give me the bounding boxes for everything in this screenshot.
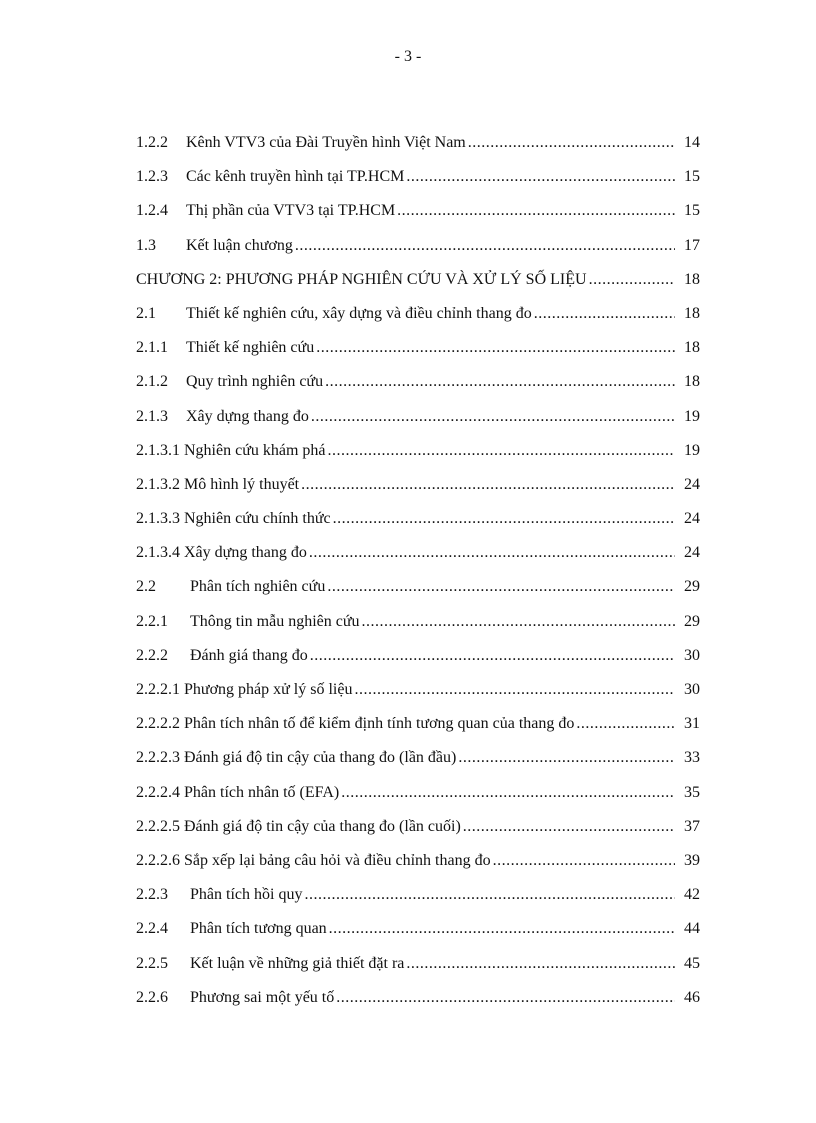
toc-dot-leader [325, 373, 675, 391]
toc-dot-leader [589, 271, 675, 289]
toc-entry [136, 818, 700, 852]
toc-entry-title: Phân tích tương quan [190, 920, 327, 938]
toc-entry [136, 408, 700, 442]
toc-entry-title: Phương pháp xử lý số liệu [184, 681, 353, 698]
toc-entry-page: 19 [684, 407, 700, 425]
toc-entry-page: 30 [684, 681, 700, 698]
toc-entry [136, 989, 700, 1023]
toc-dot-leader [309, 544, 675, 562]
toc-entry [136, 168, 700, 202]
toc-entry-title: Phân tích nhân tố để kiểm định tính tương quan của thang đo [184, 715, 575, 733]
toc-entry-page: 29 [684, 612, 700, 630]
toc-dot-leader [341, 784, 675, 802]
toc-entry-page: 18 [684, 270, 700, 288]
toc-dot-leader [463, 818, 675, 836]
toc-entry-number: 2.2.3 [136, 886, 168, 904]
toc-entry-title: CHƯƠNG 2: PHƯƠNG PHÁP NGHIÊN CỨU VÀ XỬ LÝ SỐ LIỆU [136, 270, 587, 288]
toc-entry-title: Quy trình nghiên cứu [186, 373, 324, 391]
toc-entry [136, 578, 700, 612]
toc-entry-page: 14 [684, 134, 700, 151]
table-of-contents [136, 134, 700, 1023]
toc-entry-title: Thiết kế nghiên cứu [186, 339, 315, 357]
toc-entry-title: Đánh giá thang đo [190, 646, 308, 664]
toc-dot-leader [458, 749, 675, 767]
toc-entry [136, 476, 700, 510]
toc-entry [136, 886, 700, 920]
toc-entry-title: Các kênh truyền hình tại TP.HCM [186, 168, 405, 186]
toc-dot-leader [310, 647, 675, 665]
toc-entry-number: 2.1.3.2 [136, 475, 180, 493]
toc-entry-number: 2.2.2.6 [136, 851, 180, 869]
toc-entry [136, 715, 700, 749]
toc-entry-page: 44 [684, 920, 700, 938]
toc-entry-number: 2.1 [136, 304, 156, 322]
toc-entry-number: 2.2.2.2 [136, 715, 180, 733]
toc-entry-title: Phân tích nghiên cứu [190, 578, 326, 596]
toc-entry-number: 2.2.2.3 [136, 749, 180, 767]
toc-entry [136, 442, 700, 476]
toc-entry [136, 681, 700, 715]
toc-entry-number: 2.2 [136, 578, 156, 596]
toc-entry-number: 1.3 [136, 236, 156, 254]
toc-entry-title: Nghiên cứu khám phá [184, 441, 326, 459]
toc-entry-title: Phân tích nhân tố (EFA) [184, 783, 340, 801]
toc-entry [136, 613, 700, 647]
toc-entry-page: 19 [684, 441, 700, 459]
toc-dot-leader [316, 339, 675, 357]
toc-dot-leader [327, 578, 675, 596]
toc-entry-page: 18 [684, 339, 700, 357]
toc-dot-leader [301, 476, 675, 494]
toc-entry-number: 2.2.5 [136, 954, 168, 972]
toc-entry [136, 237, 700, 271]
toc-entry-page: 18 [684, 373, 700, 391]
toc-entry-page: 33 [684, 749, 700, 767]
toc-entry-page: 30 [684, 646, 700, 664]
toc-entry [136, 955, 700, 989]
toc-dot-leader [295, 237, 675, 255]
toc-entry-number: 2.2.2.1 [136, 681, 180, 698]
toc-entry-page: 37 [684, 817, 700, 835]
toc-dot-leader [329, 920, 675, 938]
toc-entry-number: 2.1.3.3 [136, 510, 180, 528]
toc-entry [136, 305, 700, 339]
toc-entry [136, 920, 700, 954]
toc-entry-page: 24 [684, 475, 700, 493]
toc-entry-title: Thị phần của VTV3 tại TP.HCM [186, 202, 396, 220]
toc-entry [136, 271, 700, 305]
toc-dot-leader [328, 442, 675, 460]
toc-entry [136, 339, 700, 373]
toc-entry-page: 15 [684, 202, 700, 220]
toc-entry-title: Kênh VTV3 của Đài Truyền hình Việt Nam [186, 134, 466, 151]
toc-entry-number: 2.1.2 [136, 373, 168, 391]
toc-entry [136, 373, 700, 407]
toc-entry-title: Xây dựng thang đo [184, 544, 307, 562]
toc-entry-title: Mô hình lý thuyết [184, 475, 300, 493]
toc-entry-number: 2.2.2 [136, 646, 168, 664]
toc-dot-leader [304, 886, 675, 904]
toc-entry-page: 35 [684, 783, 700, 801]
toc-dot-leader [406, 168, 675, 186]
toc-dot-leader [333, 510, 675, 528]
toc-entry [136, 510, 700, 544]
toc-entry-page: 42 [684, 886, 700, 904]
toc-entry [136, 544, 700, 578]
toc-entry-title: Thiết kế nghiên cứu, xây dựng và điều chỉnh thang đo [186, 304, 532, 322]
toc-entry-page: 45 [684, 954, 700, 972]
toc-entry-number: 1.2.4 [136, 202, 168, 220]
toc-entry-page: 39 [684, 851, 700, 869]
toc-entry-title: Đánh giá độ tin cậy của thang đo (lần cuối) [184, 817, 461, 835]
toc-entry-number: 2.2.6 [136, 988, 168, 1006]
toc-dot-leader [493, 852, 675, 870]
toc-entry-title: Nghiên cứu chính thức [184, 510, 331, 528]
toc-dot-leader [362, 613, 675, 631]
toc-entry [136, 784, 700, 818]
toc-entry-page: 17 [684, 236, 700, 254]
toc-entry [136, 202, 700, 236]
toc-dot-leader [397, 202, 675, 220]
toc-dot-leader [336, 989, 675, 1007]
toc-entry-page: 24 [684, 544, 700, 562]
toc-entry-number: 2.1.3.4 [136, 544, 180, 562]
toc-dot-leader [311, 408, 675, 426]
toc-entry [136, 647, 700, 681]
toc-entry-page: 18 [684, 304, 700, 322]
toc-entry-page: 29 [684, 578, 700, 596]
toc-entry-number: 1.2.2 [136, 134, 168, 151]
toc-entry-number: 1.2.3 [136, 168, 168, 186]
toc-entry-number: 2.2.2.4 [136, 783, 180, 801]
toc-entry [136, 749, 700, 783]
toc-entry-number: 2.1.3 [136, 407, 168, 425]
toc-entry-page: 31 [684, 715, 700, 733]
toc-entry-title: Kết luận chương [186, 236, 293, 254]
toc-dot-leader [406, 955, 675, 973]
page-number: - 3 - [394, 48, 422, 65]
toc-entry-title: Kết luận về những giả thiết đặt ra [190, 954, 405, 972]
toc-dot-leader [576, 715, 675, 733]
toc-entry-page: 24 [684, 510, 700, 528]
toc-entry-number: 2.1.3.1 [136, 441, 180, 459]
toc-entry-title: Sắp xếp lại bảng câu hỏi và điều chỉnh thang đo [184, 851, 491, 869]
toc-dot-leader [468, 134, 675, 152]
toc-entry-title: Xây dựng thang đo [186, 407, 309, 425]
toc-entry-title: Phương sai một yếu tố [190, 988, 335, 1006]
toc-entry-page: 15 [684, 168, 700, 186]
toc-entry-number: 2.2.4 [136, 920, 168, 938]
toc-entry-number: 2.2.1 [136, 612, 168, 630]
toc-entry-number: 2.2.2.5 [136, 817, 180, 835]
toc-dot-leader [354, 681, 675, 699]
toc-dot-leader [534, 305, 675, 323]
toc-entry [136, 134, 700, 168]
toc-entry-number: 2.1.1 [136, 339, 168, 357]
toc-entry-title: Thông tin mẫu nghiên cứu [190, 612, 360, 630]
toc-entry [136, 852, 700, 886]
toc-entry-title: Phân tích hồi quy [190, 886, 303, 904]
toc-entry-title: Đánh giá độ tin cậy của thang đo (lần đầu) [184, 749, 457, 767]
toc-entry-page: 46 [684, 988, 700, 1006]
